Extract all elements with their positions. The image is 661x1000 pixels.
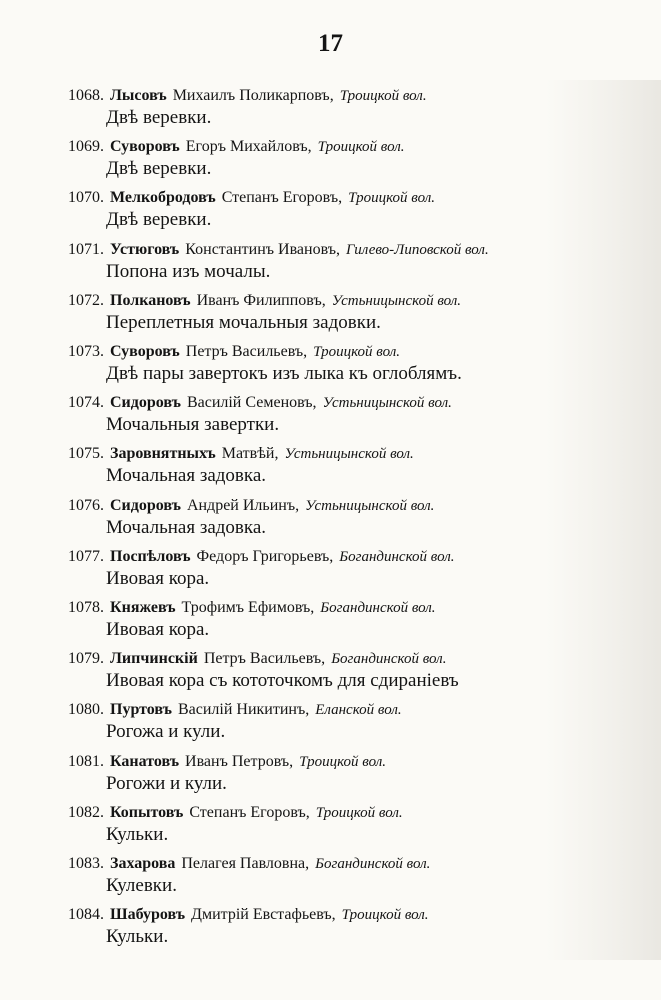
entry-number: 1081. bbox=[68, 752, 104, 770]
entry-surname: Сидоровъ bbox=[110, 394, 181, 412]
entry-surname: Канатовъ bbox=[110, 752, 180, 770]
entry-header-line bbox=[58, 496, 618, 516]
entry-district: Богандинской вол. bbox=[331, 651, 447, 668]
entry-header-line bbox=[58, 752, 618, 772]
entry-item-description: Мочальная задовка. bbox=[106, 516, 267, 538]
entry-district: Троицкой вол. bbox=[315, 804, 403, 821]
entry-header-line bbox=[58, 854, 618, 874]
entry-surname: Суворовъ bbox=[110, 138, 180, 156]
entry-district: Троицкой вол. bbox=[299, 753, 387, 770]
entry-district: Гилево-Липовской вол. bbox=[346, 241, 489, 258]
catalog-entry bbox=[58, 598, 618, 642]
entry-number: 1076. bbox=[68, 496, 104, 514]
entry-header-line bbox=[58, 342, 618, 362]
entry-given-name: Василій Никитинъ, bbox=[177, 701, 310, 719]
catalog-entry bbox=[58, 240, 618, 284]
entry-item-description: Двѣ веревки. bbox=[106, 158, 212, 180]
entry-district: Троицкой вол. bbox=[317, 139, 405, 156]
entry-surname: Заровнятныхъ bbox=[110, 445, 216, 463]
entry-surname: Пуртовъ bbox=[110, 701, 172, 719]
entry-item-description: Мочальная задовка. bbox=[106, 465, 267, 487]
catalog-entry bbox=[58, 649, 618, 693]
entry-given-name: Константинъ Ивановъ, bbox=[185, 240, 341, 258]
catalog-entry bbox=[58, 854, 618, 898]
entry-item-description: Кульки. bbox=[106, 926, 169, 948]
entry-given-name: Матвѣй, bbox=[221, 445, 279, 463]
entry-surname: Поспѣловъ bbox=[110, 547, 191, 565]
catalog-entry bbox=[58, 496, 618, 540]
entry-given-name: Андрей Ильинъ, bbox=[186, 496, 300, 514]
entry-header-line bbox=[58, 700, 618, 720]
entry-surname: Мелкобродовъ bbox=[110, 189, 216, 207]
entry-header-line bbox=[58, 803, 618, 823]
entry-district: Устьницынской вол. bbox=[331, 292, 462, 309]
entry-district: Устьницынской вол. bbox=[322, 395, 452, 412]
entry-given-name: Василій Семеновъ, bbox=[186, 394, 317, 412]
entry-number: 1074. bbox=[68, 394, 104, 412]
entry-item-description: Ивовая кора съ кототочкомъ для сдираніевъ bbox=[106, 670, 459, 692]
entry-item-description: Кулевки. bbox=[106, 875, 177, 896]
entry-surname: Полкановъ bbox=[110, 291, 191, 309]
entry-surname: Липчинскій bbox=[110, 650, 198, 668]
entry-given-name: Федоръ Григорьевъ, bbox=[196, 547, 334, 565]
entry-number: 1069. bbox=[68, 138, 104, 156]
entry-header-line bbox=[58, 240, 618, 260]
entry-district: Троицкой вол. bbox=[348, 190, 436, 207]
entry-given-name: Степанъ Егоровъ, bbox=[221, 189, 343, 207]
catalog-entry bbox=[58, 137, 618, 181]
entry-number: 1070. bbox=[68, 189, 104, 207]
entry-district: Еланской вол. bbox=[315, 702, 402, 719]
entry-header-line bbox=[58, 86, 618, 106]
catalog-entry bbox=[58, 393, 618, 437]
entry-district: Богандинской вол. bbox=[320, 600, 436, 616]
entry-given-name: Пелагея Павловна, bbox=[181, 855, 310, 872]
entry-given-name: Михаилъ Поликарповъ, bbox=[172, 87, 334, 104]
entry-given-name: Петръ Васильевъ, bbox=[185, 343, 308, 360]
entry-header-line bbox=[58, 598, 618, 618]
catalog-entry bbox=[58, 291, 618, 335]
entry-item-description: Мочальныя завертки. bbox=[106, 414, 280, 436]
entry-number: 1077. bbox=[68, 547, 104, 565]
entry-header-line bbox=[58, 137, 618, 157]
entry-given-name: Степанъ Егоровъ, bbox=[189, 803, 310, 821]
entry-district: Устьницынской вол. bbox=[305, 497, 435, 514]
page-number: 17 bbox=[318, 30, 343, 57]
entry-number: 1075. bbox=[68, 445, 104, 463]
entry-item-description: Двѣ веревки. bbox=[106, 209, 212, 231]
entry-surname: Копытовъ bbox=[110, 803, 184, 821]
entry-district: Троицкой вол. bbox=[313, 344, 401, 360]
entry-item-description: Двѣ веревки. bbox=[106, 107, 212, 128]
entry-item-description: Двѣ пары завертокъ изъ лыка къ оглоблямъ. bbox=[106, 363, 462, 384]
entry-given-name: Иванъ Петровъ, bbox=[185, 752, 294, 770]
entry-surname: Устюговъ bbox=[110, 240, 180, 258]
entry-header-line bbox=[58, 547, 618, 567]
entry-given-name: Дмитрій Евстафьевъ, bbox=[191, 906, 336, 924]
catalog-entry bbox=[58, 547, 618, 591]
entry-number: 1078. bbox=[68, 599, 104, 616]
entry-number: 1082. bbox=[68, 803, 104, 821]
entry-number: 1071. bbox=[68, 240, 104, 258]
entry-header-line bbox=[58, 649, 618, 669]
entry-item-description: Рогожа и кули. bbox=[106, 721, 226, 743]
entry-number: 1072. bbox=[68, 291, 104, 309]
catalog-entry bbox=[58, 803, 618, 847]
entry-item-description: Кульки. bbox=[106, 823, 169, 845]
catalog-entry bbox=[58, 444, 618, 488]
entry-header-line bbox=[58, 188, 618, 208]
entry-surname: Лысовъ bbox=[110, 87, 167, 104]
entry-surname: Сидоровъ bbox=[110, 496, 181, 514]
entry-given-name: Иванъ Филипповъ, bbox=[196, 291, 326, 309]
entry-item-description: Переплетныя мочальныя задовки. bbox=[106, 311, 381, 333]
entry-surname: Суворовъ bbox=[110, 343, 180, 360]
entry-district: Богандинской вол. bbox=[339, 548, 455, 565]
entry-surname: Шабуровъ bbox=[110, 906, 186, 924]
catalog-entry bbox=[58, 752, 618, 796]
entry-surname: Княжевъ bbox=[110, 599, 176, 616]
entry-header-line bbox=[58, 393, 618, 413]
catalog-entry bbox=[58, 905, 618, 949]
entry-district: Троицкой вол. bbox=[339, 88, 427, 104]
entry-item-description: Рогожи и кули. bbox=[106, 772, 227, 794]
catalog-entry bbox=[58, 342, 618, 386]
entry-header-line bbox=[58, 905, 618, 925]
entry-district: Троицкой вол. bbox=[341, 907, 429, 924]
catalog-entry bbox=[58, 86, 618, 130]
entry-header-line bbox=[58, 444, 618, 464]
entry-given-name: Трофимъ Ефимовъ, bbox=[181, 599, 315, 616]
entry-number: 1080. bbox=[68, 701, 104, 719]
entry-header-line bbox=[58, 291, 618, 311]
entry-given-name: Егоръ Михайловъ, bbox=[185, 138, 312, 156]
entry-item-description: Попона изъ мочалы. bbox=[106, 260, 271, 282]
catalog-entry bbox=[58, 700, 618, 744]
entry-district: Богандинской вол. bbox=[315, 856, 431, 872]
entry-district: Устьницынской вол. bbox=[284, 446, 414, 463]
entry-number: 1068. bbox=[68, 87, 104, 104]
entry-number: 1084. bbox=[68, 906, 104, 924]
entry-given-name: Петръ Васильевъ, bbox=[203, 650, 326, 668]
entry-number: 1073. bbox=[68, 343, 104, 360]
entry-number: 1083. bbox=[68, 855, 104, 872]
entry-item-description: Ивовая кора. bbox=[106, 567, 210, 589]
catalog-entry bbox=[58, 188, 618, 232]
entry-number: 1079. bbox=[68, 650, 104, 668]
entry-item-description: Ивовая кора. bbox=[106, 619, 210, 640]
entry-surname: Захарова bbox=[110, 855, 176, 872]
